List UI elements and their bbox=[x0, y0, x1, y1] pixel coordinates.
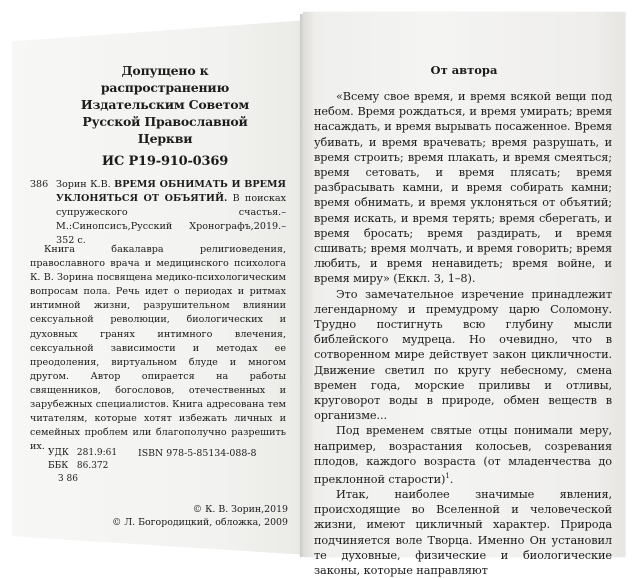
author-mark: З 86 bbox=[58, 474, 78, 484]
entry-author: Зорин К.В. bbox=[56, 179, 111, 190]
approval-line: Допущено к распространению bbox=[100, 63, 230, 95]
approval-line: Издательским Советом bbox=[80, 97, 250, 112]
approval-line: Русской Православной Церкви bbox=[82, 114, 248, 146]
copyright-block bbox=[112, 503, 288, 529]
paragraph: Это замечательное изречение принадлежит легендарному и премудрому царю Соломону. Трудно постигнуть всю глубину мысли библейского мудреца. Но очевидно, что в сотворенном мире действует закон цикличности. Движение светил по кругу небесному, смена времен года, морские приливы и отливы, круговорот воды в природе, обмен веществ в организме... bbox=[314, 287, 612, 423]
bbk-label: ББК bbox=[48, 461, 69, 471]
approval-code: ИС Р19-910-0369 bbox=[101, 154, 229, 169]
paragraph-text: Под временем святые отцы понимали меру, например, возрастания колосьев, созревания плодов, каждого возраста (от младенчества до преклонной старости) bbox=[314, 424, 612, 486]
footnote-marker: 1 bbox=[445, 472, 450, 481]
udk-label: УДК bbox=[48, 448, 69, 458]
bibliographic-entry bbox=[30, 178, 286, 248]
isbn: ISBN 978-5-85134-088-8 bbox=[138, 448, 257, 459]
copyright-line: © К. В. Зорин,2019 bbox=[192, 504, 288, 515]
classification-codes bbox=[48, 447, 117, 486]
paragraph: Итак, наиболее значимые явления, происходящие во Вселенной и человеческой жизни, имеют цикличный характер. Природа подчиняется воле Творца. Именно Он установил те духовные, физические и биологические законы, которые направляют bbox=[314, 488, 612, 578]
paragraph bbox=[314, 423, 612, 487]
paragraph: «Всему свое время, и время всякой вещи под небом. Время рождаться, и время умирать; время насаждать, и время вырывать посаженное. Время убивать, и время врачевать; время разрушать, и время строить; время плакать, и время смеяться; время сетовать, и время плясать; время разбрасывать камни, и время собирать камни; время обнимать, и время уклоняться от объятий; время искать, и время терять; время сберегать, и время бросать; время раздирать, и время сшивать; время молчать, и время говорить; время любить, и время ненавидеть; время войне, и время миру» (Еккл. 3, 1–8). bbox=[314, 90, 612, 286]
author-preface bbox=[314, 89, 612, 578]
church-approval-block bbox=[60, 62, 270, 170]
book-abstract: Книга бакалавра религиоведения, православного врача и медицинского психолога К. В. Зорина посвящена медико-психологическим вопросам пола. Речь идет о периодах и ритмах интимной жизни, разрушительном влиянии сексуальной революции, биологических и духовных гранях интимного влечения, сексуальной зависимости и методах ее преодоления, виртуальном блуде и многом другом. Автор опирается на работы священников, богословов, отечественных и зарубежных специалистов. Книга адресована тем читателям, которые хотят избежать личных и семейных проблем или благополучно разрешить их. bbox=[30, 244, 286, 453]
bbk-value: 86.372 bbox=[76, 461, 109, 471]
copyright-line: © Л. Богородицкий, обложка, 2009 bbox=[111, 517, 288, 528]
entry-publication: В поисках супружеского счастья.–М.:Синопсисъ,Русский Хронографъ,2019.–352 с. bbox=[56, 193, 286, 246]
entry-title: ВРЕМЯ ОБНИМАТЬ И ВРЕМЯ УКЛОНЯТЬСЯ ОТ ОБЪЯТИЙ. bbox=[56, 179, 286, 204]
udk-value: 281.9:61 bbox=[76, 448, 118, 458]
punctuation: . bbox=[449, 472, 454, 486]
entry-number: З86 bbox=[30, 179, 49, 190]
section-heading: От автора bbox=[430, 63, 498, 77]
